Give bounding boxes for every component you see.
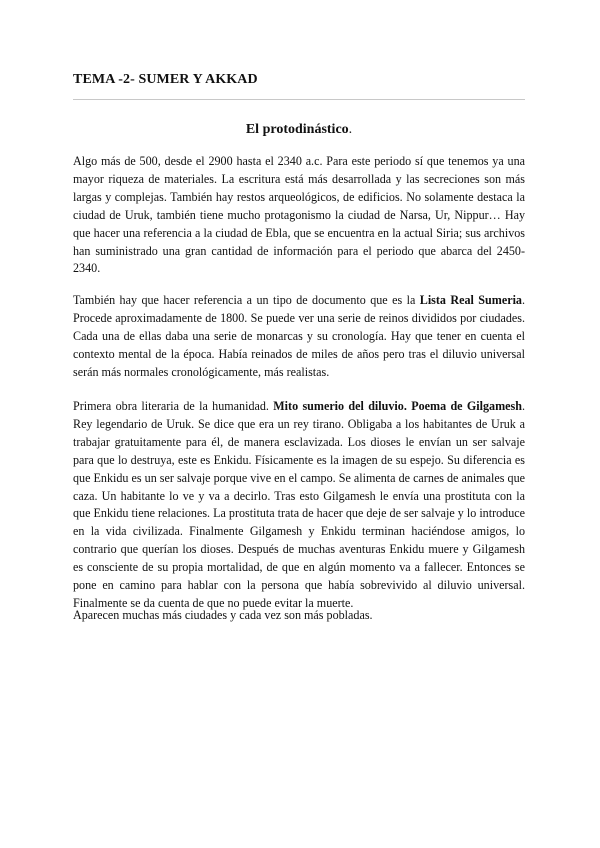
lista-real-sumeria-term: Lista Real Sumeria [419,293,522,307]
section-title-period: . [348,122,353,137]
paragraph-3-intro: Primera obra literaria de la humanidad. [73,399,274,413]
document-header: TEMA -2- SUMER Y AKKAD [73,72,258,87]
section-title [73,122,525,138]
paragraph-4 [73,607,525,625]
paragraph-2-body: . Procede aproximadamente de 1800. Se puede ver una serie de reinos divididos por ciudades. Cada una de ellas daba una serie de monarcas y su cronología. Hay que tener en cuenta el contexto mental de la época. Había reinados de miles de años pero tras el diluvio universal serán más normales cronológicamente, más realistas. [73,293,526,379]
paragraph-4-text: Aparecen muchas más ciudades y cada vez son más pobladas. [73,608,373,622]
paragraph-2-intro: También hay que hacer referencia a un tipo de documento que es la [73,293,420,307]
section-title-text: El protodinástico [245,122,349,137]
paragraph-3-text [73,398,525,613]
paragraph-1 [73,153,525,278]
paragraph-3-body: . Rey legendario de Uruk. Se dice que era un rey tirano. Obligaba a los habitantes de Uruk a trabajar gratuitamente para él, de manera esclavizada. Los dioses le envían un ser salvaje para que lo destruya, este es Enkidu. Físicamente es la imagen de su espejo. Su diferencia es que Enkidu es un ser salvaje porque vive en el campo. Se alimenta de carnes de animales que caza. Un habitante lo ve y va a decirlo. Tras esto Gilgamesh le envía una prostituta con la que Enkidu tiene relaciones. La prostituta trata de hacer que deje de ser salvaje y lo introduce en la vida civilizada. Finalmente Gilgamesh y Enkidu terminan haciéndose amigos, lo contrario que querían los dioses. Después de muchas aventuras Enkidu muere y Gilgamesh es consciente de su propia mortalidad, de que en algún momento va a fallecer. Entonces se pone en camino para hablar con la persona que había sobrevivido al diluvio universal. Finalmente se da cuenta de que no puede evitar la muerte. [73,399,525,610]
paragraph-2 [73,292,525,382]
paragraph-2-text [73,292,525,382]
gilgamesh-term: Mito sumerio del diluvio. Poema de Gilgamesh [273,399,522,413]
paragraph-3 [73,398,525,613]
paragraph-1-text: Algo más de 500, desde el 2900 hasta el 2340 a.c. Para este periodo sí que tenemos ya una mayor riqueza de materiales. La escritura está más desarrollada y las secreciones son más largas y complejas. También hay restos arqueológicos, de edificios. No solamente destaca la ciudad de Uruk, también tiene mucho protagonismo la ciudad de Narsa, Ur, Nippur… Hay que hacer una referencia a la ciudad de Ebla, que se encuentra en la actual Siria; sus archivos han suministrado una gran cantidad de información para el periodo que abarca del 2450-2340. [73,154,525,276]
header-divider [73,99,525,100]
